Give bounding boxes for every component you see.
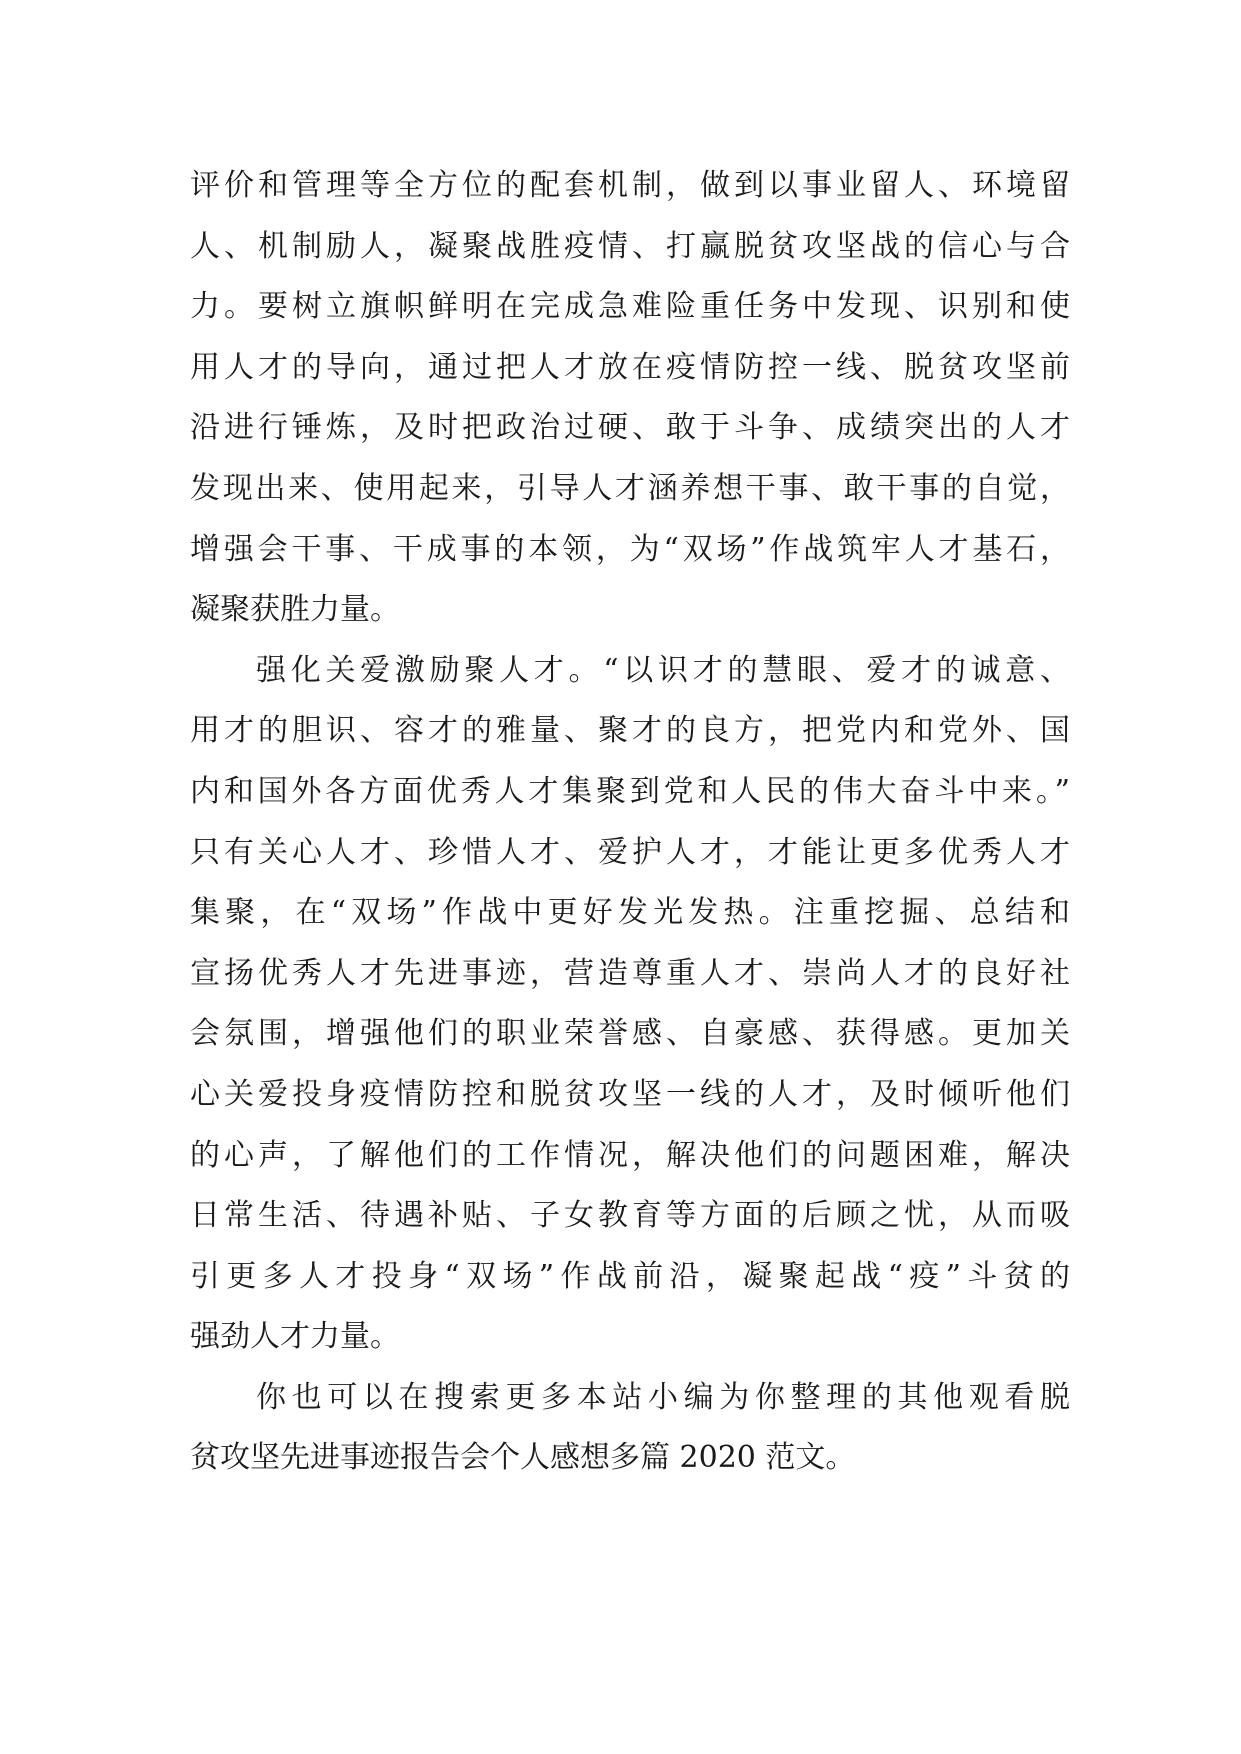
text-line: 内和国外各方面优秀人才集聚到党和人民的伟大奋斗中来。”	[190, 773, 1070, 809]
paragraph-3	[190, 1368, 1070, 1489]
text-line: 会氛围，增强他们的职业荣誉感、自豪感、获得感。更加关	[190, 1016, 1070, 1052]
paragraph-2	[190, 641, 1070, 1368]
text-line: 沿进行锤炼，及时把政治过硬、敢于斗争、成绩突出的人才	[190, 410, 1070, 446]
text-line: 评价和管理等全方位的配套机制，做到以事业留人、环境留	[190, 168, 1070, 203]
text-line: 凝聚获胜力量。	[190, 592, 400, 628]
text-line: 你也可以在搜索更多本站小编为你整理的其他观看脱	[256, 1379, 1070, 1415]
text-line: 力。要树立旗帜鲜明在完成急难险重任务中发现、识别和使	[190, 289, 1070, 325]
text-line: 人、机制励人，凝聚战胜疫情、打赢脱贫攻坚战的信心与合	[190, 228, 1070, 264]
text-line: 强劲人才力量。	[190, 1319, 400, 1355]
text-line: 集聚，在“双场”作战中更好发光发热。注重挖掘、总结和	[190, 895, 1070, 931]
paragraph-1	[190, 156, 1070, 641]
text-line: 只有关心人才、珍惜人才、爱护人才，才能让更多优秀人才	[190, 834, 1070, 870]
text-line: 发现出来、使用起来，引导人才涵养想干事、敢干事的自觉，	[190, 470, 1070, 506]
text-line: 心关爱投身疫情防控和脱贫攻坚一线的人才，及时倾听他们	[190, 1076, 1070, 1112]
text-line: 用才的胆识、容才的雅量、聚才的良方，把党内和党外、国	[190, 713, 1070, 749]
text-line: 增强会干事、干成事的本领，为“双场”作战筑牢人才基石，	[190, 531, 1070, 567]
text-line: 的心声，了解他们的工作情况，解决他们的问题困难，解决	[190, 1137, 1070, 1173]
text-line: 引更多人才投身“双场”作战前沿，凝聚起战“疫”斗贫的	[190, 1258, 1070, 1294]
text-line: 强化关爱激励聚人才。“以识才的慧眼、爱才的诚意、	[256, 652, 1070, 688]
text-line: 宣扬优秀人才先进事迹，营造尊重人才、崇尚人才的良好社	[190, 955, 1070, 991]
text-line: 贫攻坚先进事迹报告会个人感想多篇 2020 范文。	[190, 1440, 856, 1476]
document-body	[190, 156, 1070, 1489]
text-line: 用人才的导向，通过把人才放在疫情防控一线、脱贫攻坚前	[190, 349, 1070, 385]
text-line: 日常生活、待遇补贴、子女教育等方面的后顾之忧，从而吸	[190, 1198, 1070, 1234]
